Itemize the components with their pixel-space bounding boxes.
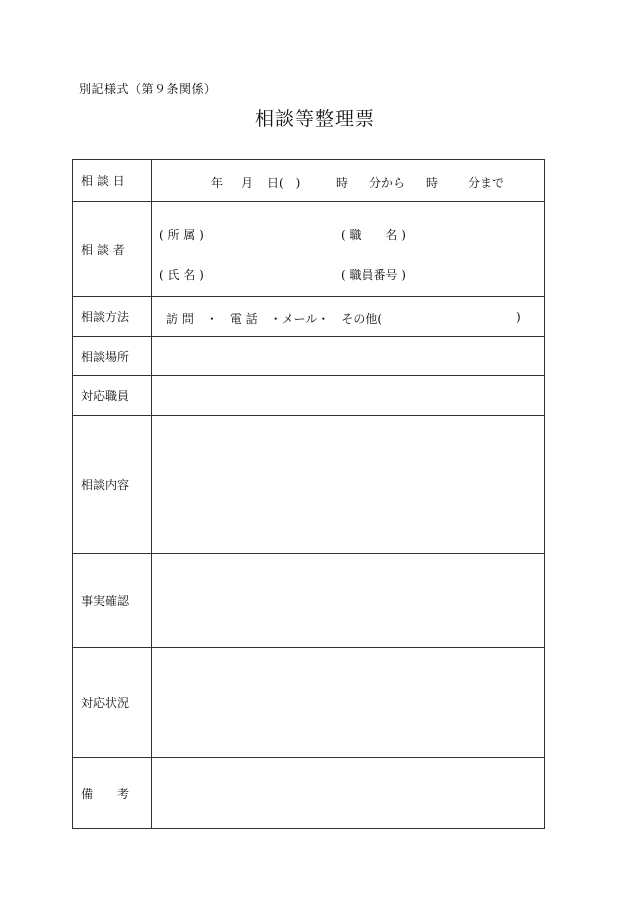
field-consulter[interactable] [152,202,545,297]
field-responding-staff[interactable] [152,376,545,416]
row-content [73,416,545,554]
label-consulter: 相 談 者 [73,202,152,297]
label-response-status: 対応状況 [73,648,152,758]
label-remarks: 備 考 [73,758,152,829]
form-label: 別記様式（第９条関係） [79,82,217,96]
label-responding-staff: 対応職員 [73,376,152,416]
row-remarks [73,758,545,829]
consultation-form-table [72,159,545,829]
date-hour-from: 時 [336,176,349,190]
field-consultation-place[interactable] [152,337,545,376]
field-fact-check[interactable] [152,554,545,648]
row-consulter [73,202,545,297]
field-consultation-date[interactable] [152,160,545,202]
document-title: 相談等整理票 [254,108,375,130]
label-fact-check: 事実確認 [73,554,152,648]
field-consultation-content[interactable] [152,416,545,554]
consulter-affiliation: ( 所 属 ) [159,228,204,242]
consulter-position: ( 職 名 ) [341,228,406,242]
field-response-status[interactable] [152,648,545,758]
date-year: 年 [211,176,224,190]
field-consultation-method[interactable] [152,297,545,337]
date-minute-to: 分まで [468,176,505,190]
date-minute-from: 分から [369,176,406,190]
date-month: 月 [241,176,254,190]
label-consultation-date: 相 談 日 [73,160,152,202]
row-facts [73,554,545,648]
label-consultation-content: 相談内容 [73,416,152,554]
row-place [73,337,545,376]
method-close-paren: ) [516,310,521,324]
consulter-name: ( 氏 名 ) [159,268,204,282]
label-consultation-place: 相談場所 [73,337,152,376]
method-options: 訪 問 ・ 電 話 ・メール・ その他( [166,312,383,326]
date-hour-to: 時 [426,176,439,190]
row-method [73,297,545,337]
consulter-staff-number: ( 職員番号 ) [341,268,406,282]
field-remarks[interactable] [152,758,545,829]
row-date [73,160,545,202]
date-day: 日( ) [267,176,301,190]
label-consultation-method: 相談方法 [73,297,152,337]
row-staff [73,376,545,416]
row-status [73,648,545,758]
